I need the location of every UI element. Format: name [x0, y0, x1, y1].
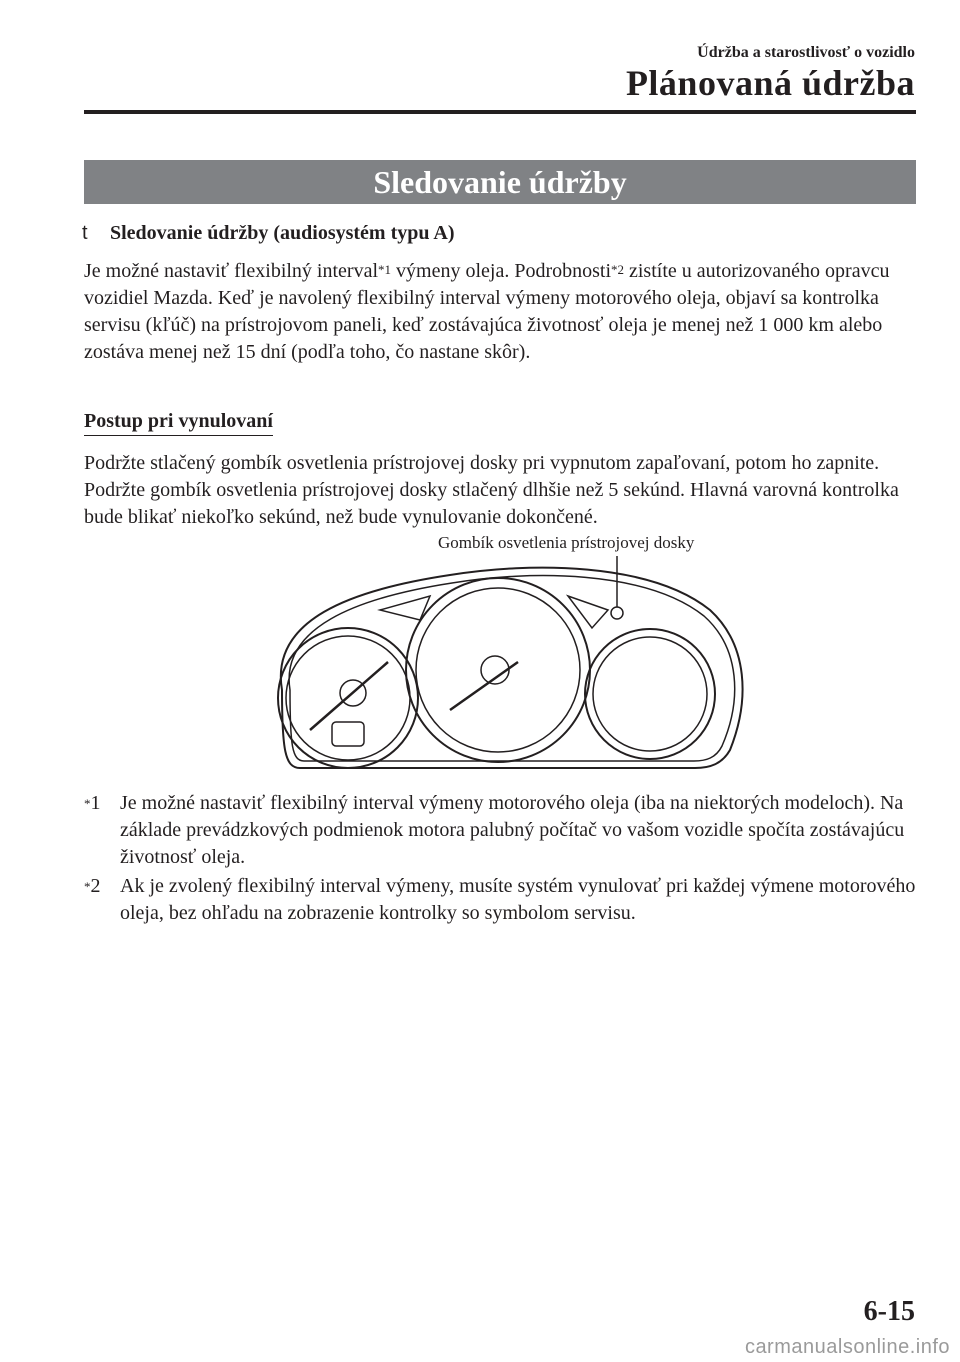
right-gauge-outer	[585, 629, 715, 759]
left-gauge-display	[332, 722, 364, 746]
subsection-bullet: t	[82, 222, 88, 244]
center-gauge-needle	[450, 662, 518, 710]
procedure-paragraph	[84, 450, 916, 531]
right-warning-lens	[568, 596, 608, 628]
intro-text-3: zistíte u autorizovaného opravcu vozidiel Mazda. Keď je navolený flexibilný interval výmeny motorového oleja, objaví sa kontrolka servisu (kľúč) na prístrojovom paneli, keď zostávajúca životnosť oleja je menej než 1 000 km alebo zostáva menej než 15 dní (podľa toho, čo nastane skôr).	[84, 260, 890, 363]
dimmer-knob	[611, 607, 623, 619]
header-divider	[84, 110, 916, 114]
left-gauge-needle	[310, 662, 388, 730]
page-number: 6-15	[863, 1296, 915, 1327]
footnote-1-number: 1	[90, 792, 101, 814]
right-gauge-inner	[593, 637, 707, 751]
center-gauge-inner	[416, 588, 580, 752]
footnote-ref-1: *1	[378, 262, 392, 277]
footnote-2-star: *	[84, 879, 91, 894]
footnote-1-star: *	[84, 796, 91, 811]
procedure-heading: Postup pri vynulovaní	[84, 410, 273, 436]
page-title: Plánovaná údržba	[625, 63, 915, 103]
header-section-title: Údržba a starostlivosť o vozidlo	[697, 44, 915, 61]
procedure-text: Podržte stlačený gombík osvetlenia prístrojovej dosky pri vypnutom zapaľovaní, potom ho zapnite. Podržte gombík osvetlenia prístrojovej dosky stlačený dlhšie než 5 sekúnd. Hlavná varovná kontrolka bude blikať niekoľko sekúnd, než bude vynulovanie dokončené.	[84, 452, 899, 528]
footnote-2	[84, 873, 916, 927]
footnote-1-text: Je možné nastaviť flexibilný interval výmeny motorového oleja (iba na niektorých modeloch). Na základe prevádzkových podmienok motora palubný počítač vo vašom vozidle spočíta zostávajúcu životnosť oleja.	[120, 792, 905, 868]
footnote-ref-2: *2	[611, 262, 624, 277]
footnote-1	[84, 790, 916, 871]
cluster-housing-inner	[289, 576, 735, 761]
instrument-cluster-illustration	[270, 550, 750, 775]
intro-text-2: výmeny oleja. Podrobnosti	[391, 260, 611, 282]
footnote-2-text: Ak je zvolený flexibilný interval výmeny, musíte systém vynulovať pri každej výmene motorového oleja, bez ohľadu na zobrazenie kontrolky so symbolom servisu.	[120, 875, 916, 924]
section-banner: Sledovanie údržby	[84, 160, 916, 204]
watermark: carmanualsonline.info	[744, 1336, 950, 1358]
footnote-2-number: 2	[90, 875, 101, 897]
intro-text-1: Je možné nastaviť flexibilný interval	[84, 260, 379, 282]
subsection-title: Sledovanie údržby (audiosystém typu A)	[110, 222, 455, 244]
figure-callout-label: Gombík osvetlenia prístrojovej dosky	[438, 533, 695, 552]
center-gauge-outer	[406, 578, 590, 762]
intro-paragraph	[84, 258, 916, 366]
